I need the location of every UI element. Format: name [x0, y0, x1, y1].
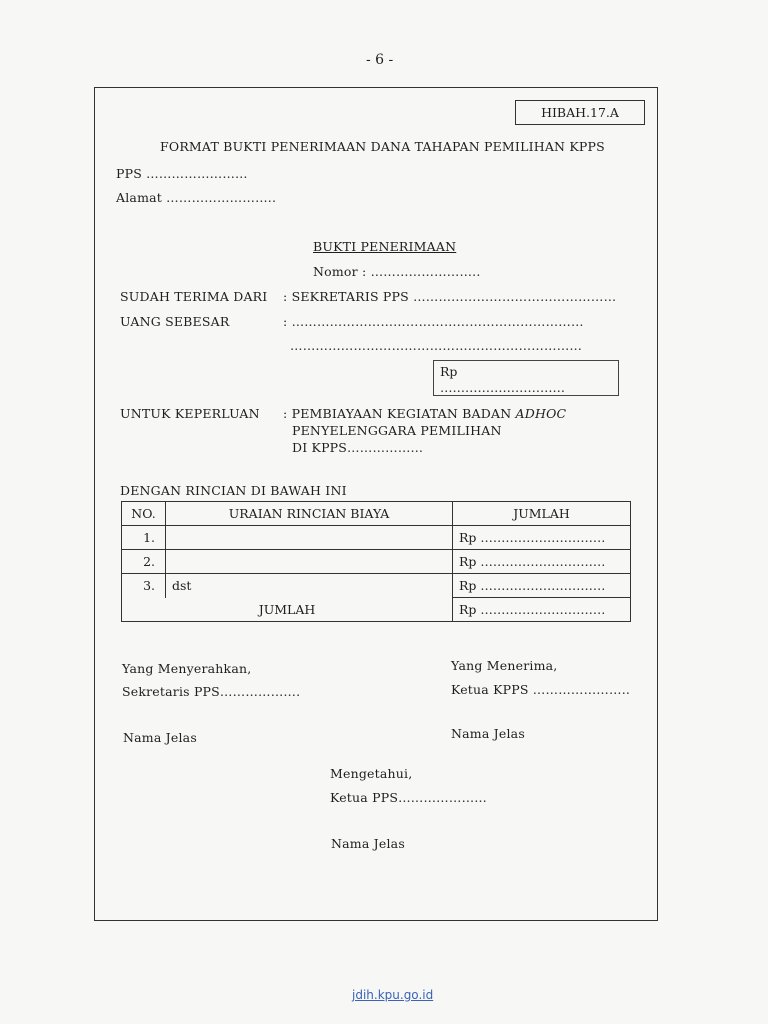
center-signer-role: Ketua PPS………………… — [330, 790, 487, 805]
left-signer-role: Sekretaris PPS………………. — [122, 684, 301, 699]
table-row — [122, 574, 631, 598]
keperluan-line-1 — [283, 406, 566, 421]
right-signer-name: Nama Jelas — [451, 726, 525, 741]
pps-line: PPS …………………… — [116, 166, 248, 181]
nomor-line: Nomor : …………………….. — [313, 264, 481, 279]
footer-link[interactable]: jdih.kpu.go.id — [352, 988, 434, 1002]
row-no: 2. — [122, 550, 166, 574]
amount-currency: Rp — [440, 364, 458, 379]
row-uraian — [166, 550, 453, 574]
table-row — [122, 526, 631, 550]
keperluan-line-3: DI KPPS……………… — [292, 440, 424, 455]
table-row — [122, 550, 631, 574]
form-title: FORMAT BUKTI PENERIMAAN DANA TAHAPAN PEMILIHAN KPPS — [160, 139, 605, 154]
uang-sebesar-value: : …………………………………………………………… — [283, 314, 584, 329]
total-value: Rp ………………………… — [453, 598, 631, 622]
row-jumlah: Rp ………………………… — [453, 526, 631, 550]
row-jumlah: Rp ………………………… — [453, 574, 631, 598]
uang-sebesar-label: UANG SEBESAR — [120, 314, 230, 329]
header-no: NO. — [122, 502, 166, 526]
rincian-table — [121, 501, 631, 622]
table-total-row — [122, 598, 631, 622]
page-number: - 6 - — [366, 52, 394, 68]
sudah-terima-value: : SEKRETARIS PPS ………………………………………… — [283, 289, 617, 304]
amount-box — [433, 360, 619, 396]
center-signer-title: Mengetahui, — [330, 766, 413, 781]
right-signer-role: Ketua KPPS ………………….. — [451, 682, 631, 697]
keperluan-label: UNTUK KEPERLUAN — [120, 406, 260, 421]
center-signer-name: Nama Jelas — [331, 836, 405, 851]
alamat-line: Alamat …………………….. — [116, 190, 277, 205]
right-signer-title: Yang Menerima, — [451, 658, 558, 673]
keperluan-line-1-italic: ADHOC — [515, 406, 567, 421]
total-label: JUMLAH — [122, 598, 453, 622]
keperluan-line-2: PENYELENGGARA PEMILIHAN — [292, 423, 502, 438]
header-uraian: URAIAN RINCIAN BIAYA — [166, 502, 453, 526]
row-uraian — [166, 526, 453, 550]
row-jumlah: Rp ………………………… — [453, 550, 631, 574]
amount-dots: ………………………… — [440, 380, 565, 395]
header-jumlah: JUMLAH — [453, 502, 631, 526]
uang-sebesar-value-2: …………………………………………………………… — [290, 338, 583, 353]
receipt-heading: BUKTI PENERIMAAN — [313, 239, 457, 254]
table-header-row — [122, 502, 631, 526]
rincian-heading: DENGAN RINCIAN DI BAWAH INI — [120, 483, 347, 498]
keperluan-line-1-text: : PEMBIAYAAN KEGIATAN BADAN — [283, 406, 516, 421]
left-signer-name: Nama Jelas — [123, 730, 197, 745]
left-signer-title: Yang Menyerahkan, — [122, 661, 252, 676]
sudah-terima-label: SUDAH TERIMA DARI — [120, 289, 268, 304]
row-uraian: dst — [166, 574, 453, 598]
row-no: 3. — [122, 574, 166, 598]
form-code-badge: HIBAH.17.A — [515, 100, 645, 125]
row-no: 1. — [122, 526, 166, 550]
